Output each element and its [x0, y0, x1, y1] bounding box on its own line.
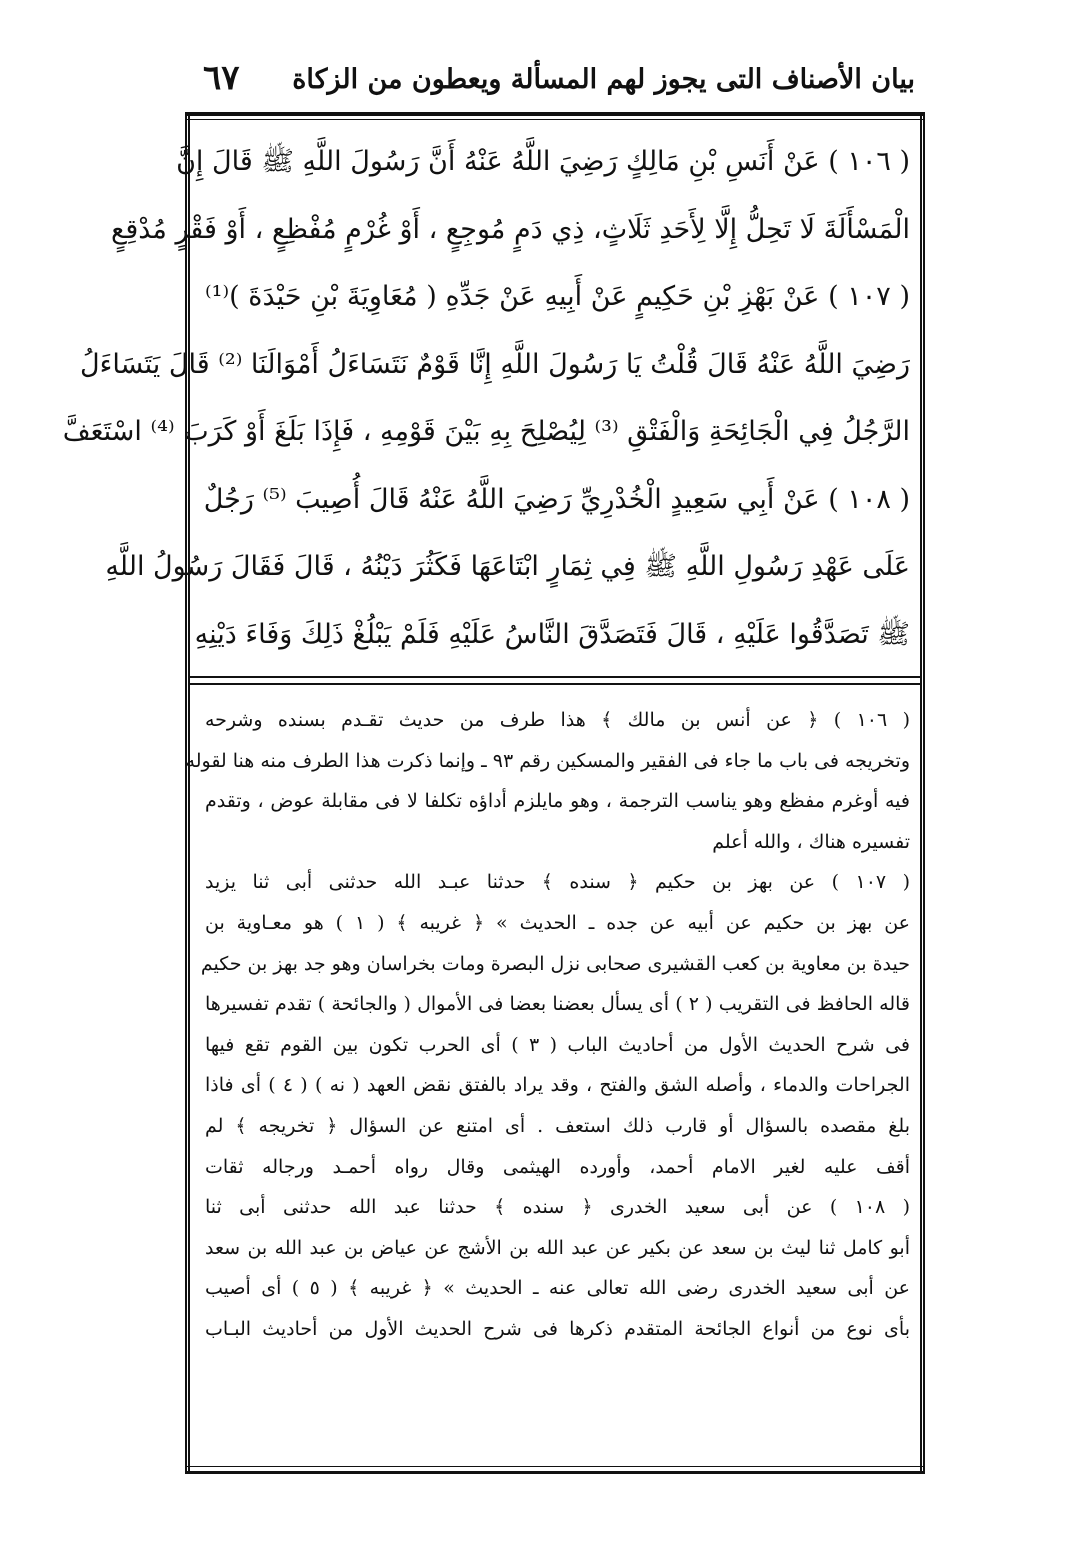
- commentary-notes: [185, 700, 911, 1350]
- note-line: تفسيره هناك ، والله أعلم: [712, 830, 910, 853]
- note-line: بأى نوع من أنواع الجائحة المتقدم ذكرها فى شرح الحديث الأول من أحاديث البـاب: [205, 1317, 910, 1340]
- main-text-line: ﷺ تَصَدَّقُوا عَلَيْهِ ، قَالَ فَتَصَدَّقَ النَّاسُ عَلَيْهِ فَلَمْ يَبْلُغْ ذَلِكَ وَفَاءَ دَيْنِهِ: [194, 618, 910, 650]
- note-line: فى شرح الحديث الأول من أحاديث الباب ( ٣ ) أى الحرب تكون بين القوم تقع فيها: [205, 1033, 910, 1056]
- running-title: بيان الأصناف التى يجوز لهم المسألة ويعطون من الزكاة: [292, 64, 915, 95]
- note-line: وتخريجه فى باب ما جاء فى الفقير والمسكين رقم ٩٣ ـ وإنما ذكرت هذا الطرف منه هنا لقوله: [185, 749, 910, 772]
- note-line: فيه أوغرم مفظع وهو يناسب الترجمة ، وهو مايلزم أداؤه تكلفا لا فى مقابلة عوض ، وتقدم: [205, 790, 910, 813]
- note-line: الجراحات والدماء ، وأصله الشق والفتح ، وقد يراد بالفتق نقض العهد ( نه ) ( ٤ ) أى فاذا: [205, 1074, 911, 1097]
- note-line: ( ١٠٦ ) ﴿ عن أنس بن مالك ﴾ هذا طرف من حديث تقـدم بسنده وشرحه: [205, 709, 910, 731]
- section-divider: [190, 676, 920, 685]
- main-text-line: الْمَسْأَلَةَ لَا تَحِلُّ إِلَّا لِأَحَدِ ثَلَاثٍ، ذِي دَمٍ مُوجِعٍ ، أَوْ غُرْمٍ مُفْظِعٍ ، أَوْ فَقْرٍ مُدْقِعٍ: [110, 213, 910, 245]
- note-line: أقف عليه لغير الامام أحمد، وأورده الهيثمى وقال رواه أحمـد ورجاله ثقات: [205, 1155, 910, 1178]
- page-number: ٦٧: [203, 58, 240, 98]
- frame-top-rule: [185, 112, 925, 120]
- page-header: [185, 52, 925, 110]
- note-line: عن بهز بن حكيم عن أبيه عن جده ـ الحديث » ﴿ غريبه ﴾ ( ١ ) هو معـاوية بن: [205, 911, 910, 934]
- main-text-line: عَلَى عَهْدِ رَسُولِ اللَّهِ ﷺ فِي ثِمَارٍ ابْتَاعَهَا فَكَثُرَ دَيْنُهُ ، قَالَ فَقَالَ رَسُولُ اللَّهِ: [105, 551, 910, 582]
- main-text-line: ( ١٠٧ ) عَنْ بَهْزِ بْنِ حَكِيمٍ عَنْ أَبِيهِ عَنْ جَدِّهِ ( مُعَاوِيَةَ بْنِ حَيْدَةَ )⁽¹⁾: [205, 281, 910, 312]
- note-line: حيدة بن معاوية بن كعب القشيرى صحابى نزل البصرة ومات بخراسان وهو جد بهز بن حكيم: [200, 952, 910, 975]
- main-text-line: ( ١٠٨ ) عَنْ أَبِي سَعِيدٍ الْخُدْرِيِّ رَضِيَ اللَّهُ عَنْهُ قَالَ أُصِيبَ ⁽⁵⁾ رَجُلٌ: [203, 483, 910, 515]
- note-line: قاله الحافظ فى التقريب ( ٢ ) أى يسأل بعضنا بعضا فى الأموال ( والجائحة ) تقدم تفسيرها: [205, 993, 910, 1016]
- frame-bottom-rule: [185, 1466, 925, 1474]
- note-line: ( ١٠٧ ) عن بهز بن حكيم ﴿ سنده ﴾ حدثنا عبـد الله حدثنى أبى ثنا يزيد: [205, 871, 911, 894]
- main-text-line: الرَّجُلُ فِي الْجَائِحَةِ وَالْفَتْقِ ⁽³⁾ لِيُصْلِحَ بِهِ بَيْنَ قَوْمِهِ ، فَإِذَا بَلَغَ أَوْ كَرَبَ ⁽⁴⁾ اسْتَعَفَّ: [62, 416, 910, 447]
- note-line: عن أبى سعيد الخدرى رضى الله تعالى عنه ـ الحديث » ﴿ غريبه ﴾ ( ٥ ) أى أصيب: [205, 1277, 910, 1300]
- main-text-line: رَضِيَ اللَّهُ عَنْهُ قَالَ قُلْتُ يَا رَسُولَ اللَّهِ إِنَّا قَوْمٌ نَتَسَاءَلُ أَمْوَالَنَا ⁽²⁾ قَالَ يَتَسَاءَلُ: [80, 348, 910, 380]
- main-text: [62, 128, 910, 668]
- main-text-line: ( ١٠٦ ) عَنْ أَنَسِ بْنِ مَالِكٍ رَضِيَ اللَّهُ عَنْهُ أَنَّ رَسُولَ اللَّهِ ﷺ قَالَ إِنَّ: [176, 146, 910, 177]
- note-line: أبو كامل ثنا ليث بن سعد عن بكير عن عبد الله بن الأشج عن عياض بن عبد الله بن سعد: [205, 1236, 910, 1259]
- note-line: ( ١٠٨ ) عن أبى سعيد الخدرى ﴿ سنده ﴾ حدثنا عبد الله حدثنى أبى ثنا: [205, 1196, 910, 1219]
- note-line: بلغ مقصده بالسؤال أو قارب ذلك استعف . أى امتنع عن السؤال ﴿ تخريجه ﴾ لم: [205, 1114, 910, 1137]
